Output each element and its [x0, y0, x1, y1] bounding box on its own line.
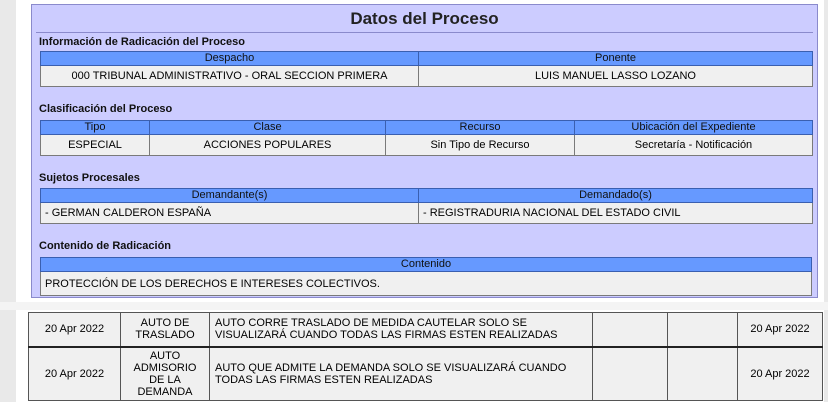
fecha-inicio-cell	[593, 347, 668, 401]
ubicacion-header: Ubicación del Expediente	[575, 121, 813, 135]
process-data-panel	[16, 0, 824, 302]
actuaciones-panel	[16, 310, 824, 402]
fecha-registro-cell: 20 Apr 2022	[738, 347, 823, 401]
clasificacion-heading: Clasificación del Proceso	[39, 103, 173, 115]
datos-del-proceso-box	[31, 4, 818, 298]
fecha-actuacion-cell: 20 Apr 2022	[29, 347, 121, 401]
contenido-value: PROTECCIÓN DE LOS DERECHOS E INTERESES COLECTIVOS.	[41, 272, 812, 296]
fecha-termino-cell	[668, 313, 738, 347]
sujetos-table	[40, 188, 813, 224]
table-row	[29, 347, 823, 401]
recurso-value: Sin Tipo de Recurso	[386, 135, 575, 156]
fecha-inicio-cell	[593, 313, 668, 347]
recurso-header: Recurso	[386, 121, 575, 135]
title-divider	[36, 32, 813, 33]
ponente-value: LUIS MANUEL LASSO LOZANO	[419, 66, 813, 87]
clase-value: ACCIONES POPULARES	[150, 135, 386, 156]
fecha-registro-cell: 20 Apr 2022	[738, 313, 823, 347]
contenido-table	[40, 257, 812, 296]
table-row	[29, 313, 823, 347]
radicacion-heading: Información de Radicación del Proceso	[39, 36, 245, 48]
sujetos-heading: Sujetos Procesales	[39, 172, 140, 184]
ubicacion-value: Secretaría - Notificación	[575, 135, 813, 156]
actuacion-cell: AUTO DE TRASLADO	[121, 313, 210, 347]
actuacion-cell: AUTO ADMISORIO DE LA DEMANDA	[121, 347, 210, 401]
anotacion-cell: AUTO QUE ADMITE LA DEMANDA SOLO SE VISUALIZARÁ CUANDO TODAS LAS FIRMAS ESTEN REALIZADAS	[210, 347, 593, 401]
radicacion-table	[40, 51, 813, 87]
demandante-value: - GERMAN CALDERON ESPAÑA	[41, 203, 419, 224]
panel-title: Datos del Proceso	[350, 9, 499, 28]
clase-header: Clase	[150, 121, 386, 135]
tipo-header: Tipo	[41, 121, 150, 135]
ponente-header: Ponente	[419, 52, 813, 66]
contenido-header: Contenido	[41, 258, 812, 272]
contenido-heading: Contenido de Radicación	[39, 240, 172, 252]
despacho-header: Despacho	[41, 52, 419, 66]
fecha-actuacion-cell: 20 Apr 2022	[29, 313, 121, 347]
demandado-header: Demandado(s)	[419, 189, 813, 203]
fecha-termino-cell	[668, 347, 738, 401]
section-gap	[0, 302, 828, 310]
actuaciones-table	[28, 312, 823, 401]
demandado-value: - REGISTRADURIA NACIONAL DEL ESTADO CIVIL	[419, 203, 813, 224]
clasificacion-table	[40, 120, 813, 156]
despacho-value: 000 TRIBUNAL ADMINISTRATIVO - ORAL SECCION PRIMERA	[41, 66, 419, 87]
demandante-header: Demandante(s)	[41, 189, 419, 203]
anotacion-cell: AUTO CORRE TRASLADO DE MEDIDA CAUTELAR SOLO SE VISUALIZARÁ CUANDO TODAS LAS FIRMAS ESTEN REALIZADAS	[210, 313, 593, 347]
tipo-value: ESPECIAL	[41, 135, 150, 156]
